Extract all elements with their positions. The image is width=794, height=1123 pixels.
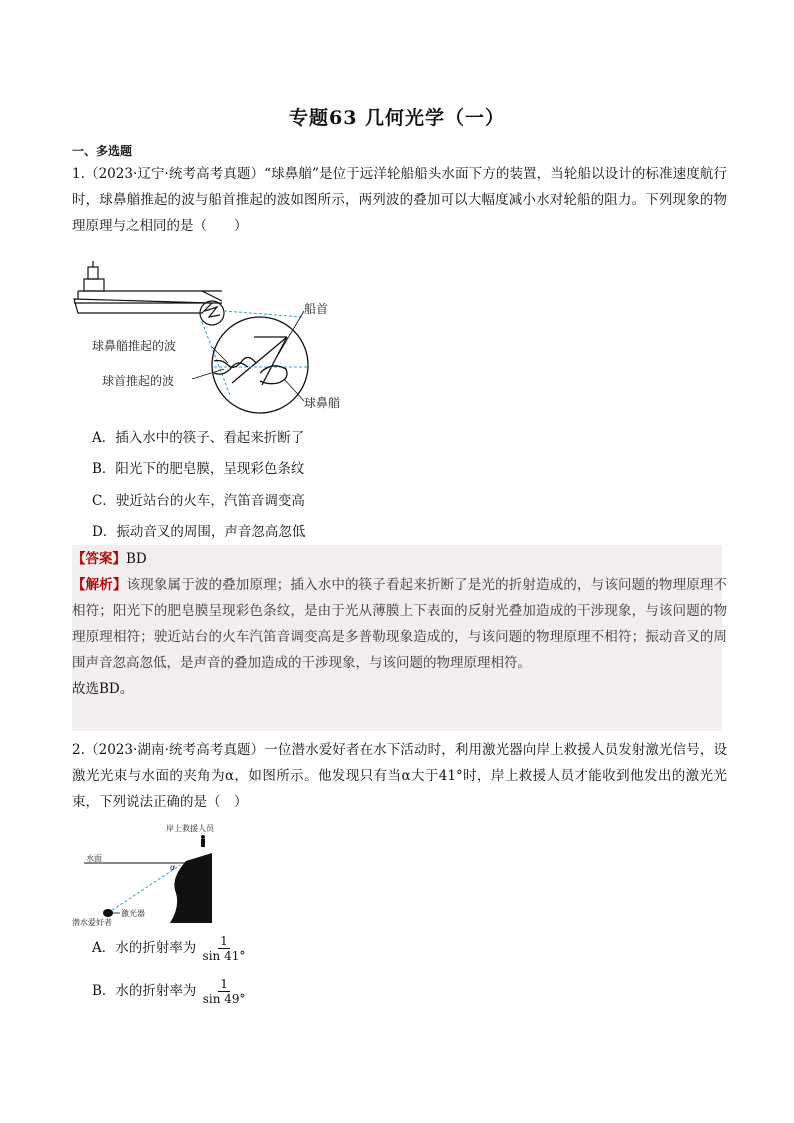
zoom-circle-large <box>212 317 308 413</box>
diver-laser-figure <box>72 823 224 928</box>
conclusion-text: 故选BD。 <box>72 681 134 697</box>
diver-icon <box>103 909 113 917</box>
question-1-text: 1.（2023·辽宁·统考高考真题）“球鼻艏”是位于远洋轮船船头水面下方的装置，当轮船以设计的标准速度航行时，球鼻艏推起的波与船首推起的波如图所示，两列波的叠加可以大幅度减小水对轮船的阻力。下列现象的物理原理与之相同的是（ ） <box>72 166 727 234</box>
denominator: sin 41° <box>202 949 246 963</box>
fraction <box>203 977 246 1006</box>
answer-tag: 【答案】 <box>72 551 126 567</box>
laser-beam <box>108 865 180 913</box>
label-rescuer: 岸上救援人员 <box>166 824 214 833</box>
q2-option-a-text: A．水的折射率为 <box>92 940 197 956</box>
section-heading: 一、多选题 <box>72 144 133 158</box>
q2-option-b <box>92 977 246 1006</box>
page-title: 专题63 几何光学（一） <box>288 107 506 129</box>
label-diver: 潜水爱好者 <box>72 918 112 927</box>
label-bulb: 球鼻艏 <box>304 396 341 410</box>
answer-value: BD <box>126 551 147 567</box>
explanation-text: 该现象属于波的叠加原理；插入水中的筷子看起来折断了是光的折射造成的，与该问题的物理原理不相符；阳光下的肥皂膜呈现彩色条纹，是由于光从薄膜上下表面的反射光叠加造成的干涉现象，与该问题的物理原理相符；驶近站台的火车汽笛音调变高是多普勒现象造成的，与该问题的物理原理不相符；振动音叉的周围声音忽高忽低，是声音的叠加造成的干涉现象，与该问题的物理原理相符。 <box>72 577 728 671</box>
rescuer-icon <box>201 835 205 847</box>
label-bow-wave: 球首推起的波 <box>102 374 175 388</box>
label-laser: 激光器 <box>121 909 145 918</box>
q1-option-d: D．振动音叉的周围，声音忽高忽低 <box>92 524 306 540</box>
shore-cliff <box>170 853 212 923</box>
numerator: 1 <box>220 934 228 948</box>
explain-tag: 【解析】 <box>72 577 127 593</box>
q2-option-b-text: B．水的折射率为 <box>92 983 197 999</box>
q1-answer <box>72 546 727 702</box>
question-2-text: 2.（2023·湖南·统考高考真题）一位潜水爱好者在水下活动时，利用激光器向岸上救援人员发射激光信号，设激光光束与水面的夹角为α，如图所示。他发现只有当α大于41°时，岸上救援人员才能收到他发出的激光光束，下列说法正确的是（ ） <box>72 742 727 810</box>
label-bulb-wave: 球鼻艏推起的波 <box>92 339 177 353</box>
label-alpha: α <box>170 863 176 872</box>
label-bow: 船首 <box>304 302 329 316</box>
q1-option-a: A．插入水中的筷子、看起来折断了 <box>92 430 305 446</box>
q2-option-a <box>92 934 245 963</box>
ship-icon <box>74 261 222 313</box>
numerator: 1 <box>220 977 228 991</box>
bulbous-bow-figure <box>72 255 372 415</box>
q1-option-c: C．驶近站台的火车，汽笛音调变高 <box>92 493 305 509</box>
fraction <box>203 934 246 963</box>
denominator: sin 49° <box>202 992 246 1006</box>
q1-option-b: B．阳光下的肥皂膜，呈现彩色条纹 <box>92 461 305 477</box>
label-water-surface: 水面 <box>86 854 102 863</box>
